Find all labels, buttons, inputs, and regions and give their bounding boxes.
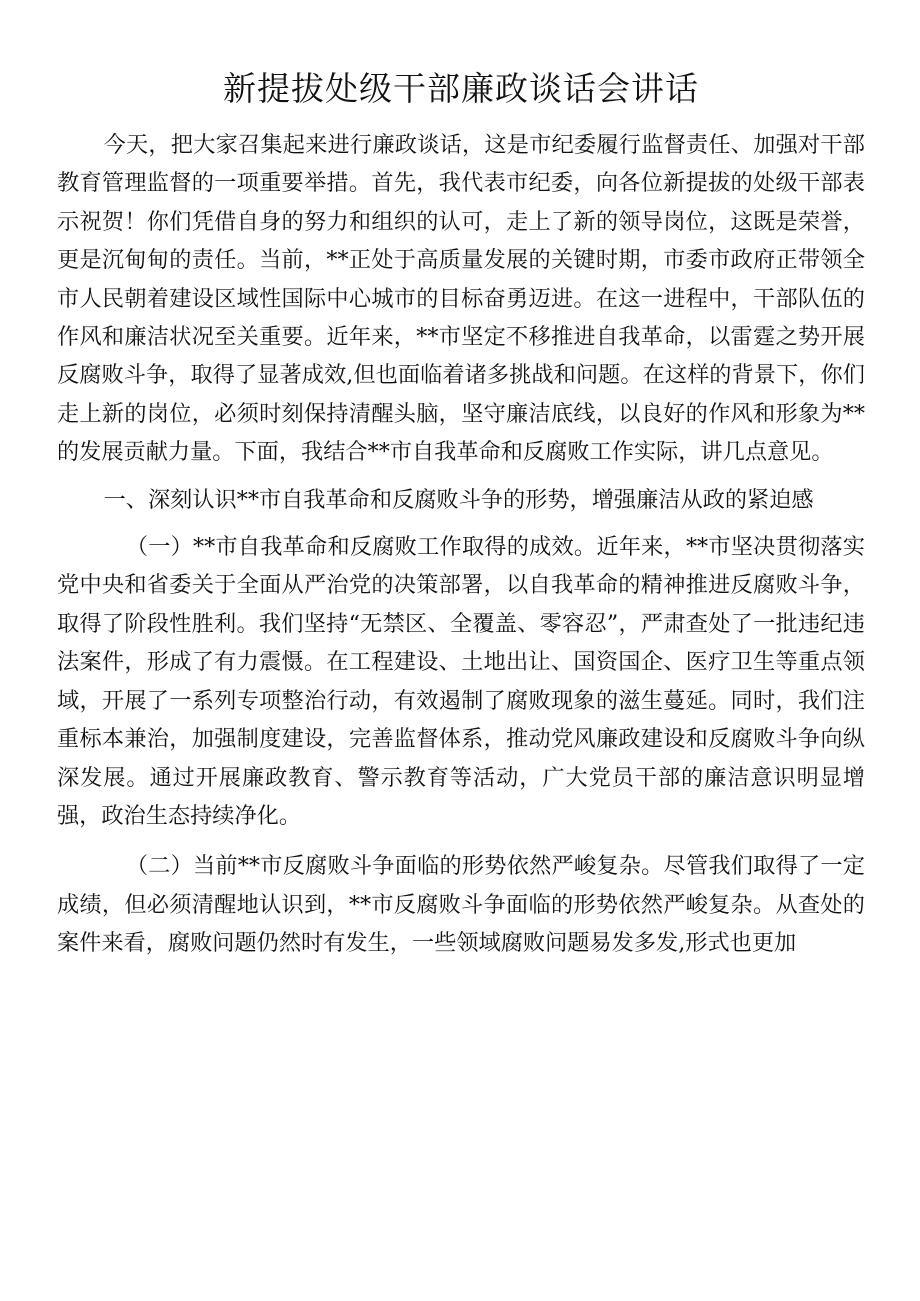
- intro-paragraph: 今天，把大家召集起来进行廉政谈话，这是市纪委履行监督责任、加强对干部教育管理监督的一项重要举措。首先，我代表市纪委，向各位新提拔的处级干部表示祝贺！你们凭借自身的努力和组织的认可，走上了新的领导岗位，这既是荣誉，更是沉甸甸的责任。当前，**正处于高质量发展的关键时期，市委市政府正带领全市人民朝着建设区域性国际中心城市的目标奋勇迈进。在这一进程中，干部队伍的作风和廉洁状况至关重要。近年来，**市坚定不移推进自我革命，以雷霆之势开展反腐败斗争，取得了显著成效,但也面临着诸多挑战和问题。在这样的背景下，你们走上新的岗位，必须时刻保持清醒头脑，坚守廉洁底线，以良好的作风和形象为**的发展贡献力量。下面，我结合**市自我革命和反腐败工作实际，讲几点意见。: [57, 132, 865, 466]
- document-title: 新提拔处级干部廉政谈话会讲话: [223, 69, 699, 108]
- section-heading-1: 一、深刻认识**市自我革命和反腐败斗争的形势，增强廉洁从政的紧迫感: [103, 486, 814, 513]
- subsection-1-2-paragraph: （二）当前**市反腐败斗争面临的形势依然严峻复杂。尽管我们取得了一定成绩，但必须清醒地认识到，**市反腐败斗争面临的形势依然严峻复杂。从查处的案件来看，腐败问题仍然时有发生，一些领域腐败问题易发多发,形式也更加: [57, 853, 865, 957]
- document-page: [57, 64, 865, 963]
- subsection-1-1-paragraph: （一）**市自我革命和反腐败工作取得的成效。近年来，**市坚决贯彻落实党中央和省委关于全面从严治党的决策部署，以自我革命的精神推进反腐败斗争，取得了阶段性胜利。我们坚持“无禁区、全覆盖、零容忍”，严肃查处了一批违纪违法案件，形成了有力震慑。在工程建设、土地出让、国资国企、医疗卫生等重点领域，开展了一系列专项整治行动，有效遏制了腐败现象的滋生蔓延。同时，我们注重标本兼治，加强制度建设，完善监督体系，推动党风廉政建设和反腐败斗争向纵深发展。通过开展廉政教育、警示教育等活动，广大党员干部的廉洁意识明显增强，政治生态持续净化。: [57, 534, 865, 829]
